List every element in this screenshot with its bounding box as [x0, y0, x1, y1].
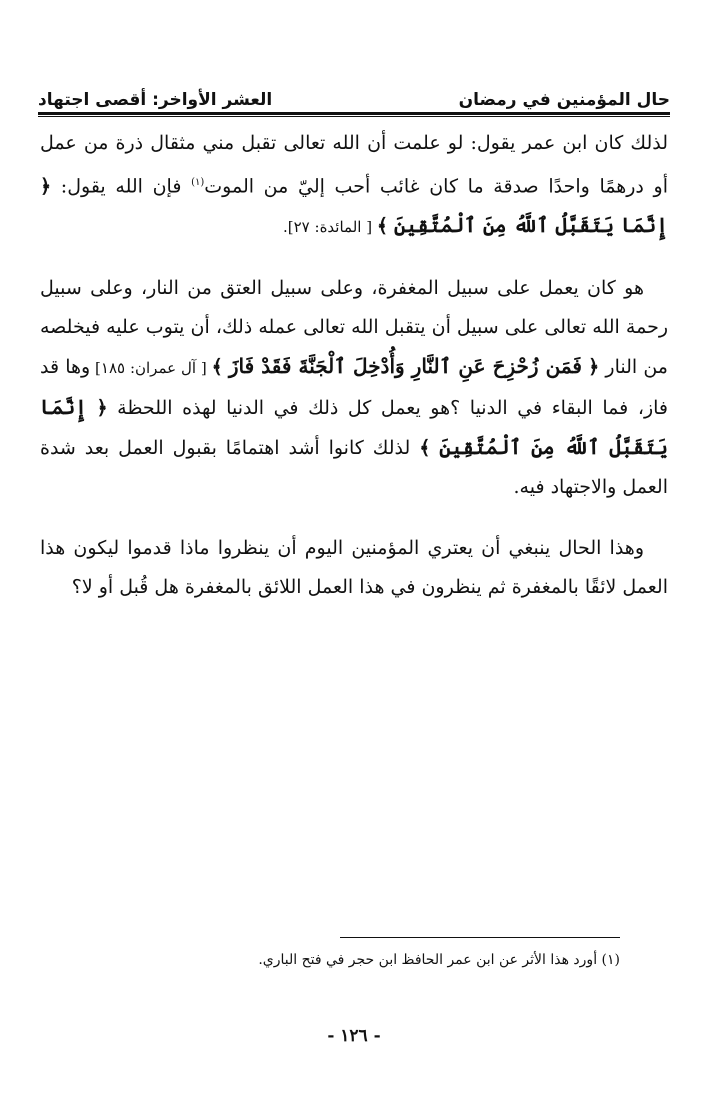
paragraph-3 — [40, 529, 668, 607]
p1-text-b: فإن الله يقول: — [51, 175, 192, 198]
p3-text: وهذا الحال ينبغي أن يعتري المؤمنين اليوم أن ينظروا ماذا قدموا ليكون هذا العمل لائقًا بالمغفرة ثم ينظرون في هذا العمل اللائق بالمغفرة هل قُبل أو لا؟ — [40, 537, 668, 599]
quran-verse-3: إِنَّمَا يَتَقَبَّلُ ٱللَّهُ مِنَ ٱلْمُتَّقِينَ — [40, 395, 668, 460]
chapter-title: العشر الأواخر: أقصى اجتهاد — [38, 90, 273, 110]
book-title: حال المؤمنين في رمضان — [458, 90, 670, 110]
footnote-marker[interactable]: (١) — [191, 177, 205, 188]
quran-verse-2: فَمَن زُحْزِحَ عَنِ ٱلنَّارِ وَأُدْخِلَ ٱلْجَنَّةَ فَقَدْ فَازَ — [228, 354, 582, 379]
verse-reference-2: [ آل عمران: ١٨٥] — [90, 359, 212, 378]
quran-verse-1: إِنَّمَا يَتَقَبَّلُ ٱللَّهُ مِنَ ٱلْمُتَّقِينَ — [394, 213, 668, 238]
header-rule — [38, 112, 670, 115]
quran-brace-close: ﴾ — [419, 437, 431, 460]
p1-text-a: لذلك كان ابن عمر يقول: لو علمت أن الله تعالى تقبل مني مثقال ذرة من عمل أو درهمًا واحدًا صدقة ما كان غائب أحب إليّ من الموت — [40, 132, 668, 198]
quran-brace-close: ﴾ — [211, 356, 223, 379]
page-number: - ١٢٦ - — [327, 1026, 381, 1046]
footnote-text: (١) أورد هذا الأثر عن ابن عمر الحافظ ابن حجر في فتح الباري. — [258, 952, 620, 968]
p2-text-c: لذلك كانوا أشد اهتمامًا بقبول العمل بعد شدة العمل والاجتهاد فيه. — [40, 437, 668, 499]
paragraph-1 — [40, 124, 668, 247]
quran-brace-close: ﴾ — [376, 215, 388, 238]
verse-reference-1: [ المائدة: ٢٧]. — [283, 218, 377, 237]
running-header — [38, 78, 670, 110]
p2-text-a: هو كان يعمل على سبيل المغفرة، وعلى سبيل العتق من النار، وعلى سبيل رحمة الله تعالى على سبيل أن يتقبل الله تعالى عمله ذلك، أن يتوب عليه فيخلصه من النار — [40, 277, 668, 379]
quran-brace-open: ﴿ — [40, 175, 52, 198]
quran-brace-open: ﴿ — [96, 397, 108, 420]
footnote-rule — [340, 937, 620, 938]
main-text — [40, 124, 668, 621]
quran-brace-open: ﴿ — [588, 356, 600, 379]
paragraph-2 — [40, 269, 668, 507]
footnote — [40, 950, 620, 970]
p2-text-b: وها قد فاز، فما البقاء في الدنيا ؟هو يعمل كل ذلك في الدنيا لهذه اللحظة — [40, 356, 668, 420]
header-rule-thin — [38, 116, 670, 117]
